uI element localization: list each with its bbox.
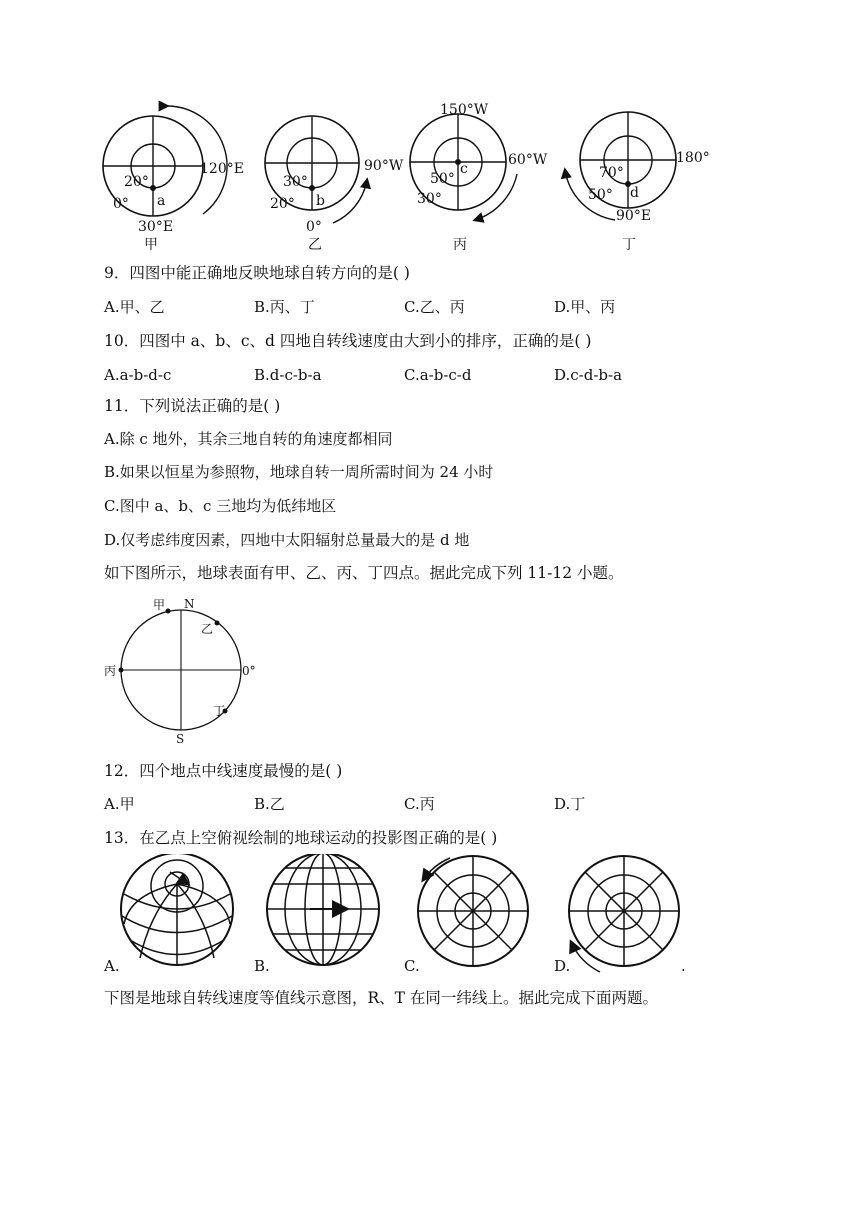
label-jia-name: 甲 <box>144 237 158 253</box>
label-point-c: c <box>460 161 468 177</box>
label-yi-90w: 90°W <box>364 158 404 174</box>
point-a-dot <box>150 185 156 191</box>
question-12: 12．四个地点中线速度最慢的是( ) <box>104 762 343 780</box>
q13-trailing-period: . <box>681 957 686 975</box>
q9-option-c[interactable]: C.乙、丙 <box>404 298 465 316</box>
q11-option-a[interactable]: A.除 c 地外，其余三地自转的角速度都相同 <box>104 430 393 448</box>
label-point-b: b <box>316 193 325 209</box>
label-point-a: a <box>157 193 166 209</box>
rotation-arrow-bing <box>475 174 517 220</box>
q9-option-b[interactable]: B.丙、丁 <box>254 298 315 316</box>
label-point-d: d <box>630 185 639 201</box>
label-point-bing: 丙 <box>104 664 117 678</box>
q9-option-a[interactable]: A.甲、乙 <box>104 298 165 316</box>
q11-option-d[interactable]: D.仅考虑纬度因素，四地中太阳辐射总量最大的是 d 地 <box>104 531 470 549</box>
projection-option-d <box>569 856 679 972</box>
q9-option-d[interactable]: D.甲、丙 <box>554 298 616 316</box>
q13-option-a[interactable]: A. <box>104 957 120 975</box>
q10-option-d[interactable]: D.c-d-b-a <box>554 366 623 384</box>
q12-option-b[interactable]: B.乙 <box>254 795 285 813</box>
figure-projection-options <box>110 854 750 979</box>
projection-options-svg <box>110 854 750 979</box>
label-equator-0: 0° <box>242 664 256 678</box>
polar-views-svg <box>95 98 735 258</box>
point-jia-dot <box>166 609 171 614</box>
label-ding-50: 50° <box>588 187 613 203</box>
question-10: 10．四图中 a、b、c、d 四地自转线速度由大到小的排序，正确的是( ) <box>104 332 592 350</box>
label-ding-90e: 90°E <box>616 208 652 224</box>
label-jia-120e: 120°E <box>200 161 244 177</box>
q11-option-b[interactable]: B.如果以恒星为参照物，地球自转一周所需时间为 24 小时 <box>104 463 494 481</box>
label-point-ding: 丁 <box>213 704 226 718</box>
label-bing-50: 50° <box>430 171 455 187</box>
q11-option-c[interactable]: C.图中 a、b、c 三地均为低纬地区 <box>104 497 337 515</box>
projection-option-c <box>418 856 528 966</box>
point-bing-dot <box>119 668 124 673</box>
q13-option-b[interactable]: B. <box>254 957 270 975</box>
figure-polar-views <box>95 98 735 258</box>
label-north: N <box>184 597 195 611</box>
projection-option-b <box>267 854 379 965</box>
question-11: 11．下列说法正确的是( ) <box>104 397 281 415</box>
q12-option-c[interactable]: C.丙 <box>404 795 435 813</box>
q10-option-b[interactable]: B.d-c-b-a <box>254 366 322 384</box>
label-yi-0: 0° <box>306 219 322 235</box>
label-ding-70: 70° <box>599 165 624 181</box>
label-jia-30e: 30°E <box>138 219 174 235</box>
label-point-yi: 乙 <box>201 622 214 636</box>
label-jia-20: 20° <box>124 174 149 190</box>
q13-option-d[interactable]: D. <box>554 957 571 975</box>
projection-option-a <box>121 854 233 965</box>
label-bing-60w: 60°W <box>508 152 548 168</box>
q10-option-a[interactable]: A.a-b-d-c <box>104 366 172 384</box>
label-point-jia: 甲 <box>153 598 166 612</box>
intro-figure-3: 下图是地球自转线速度等值线示意图，R、T 在同一纬线上。据此完成下面两题。 <box>104 989 658 1007</box>
label-yi-name: 乙 <box>308 237 322 253</box>
label-bing-150w: 150°W <box>440 102 489 118</box>
label-bing-name: 丙 <box>453 237 467 253</box>
q12-option-d[interactable]: D.丁 <box>554 795 586 813</box>
q13-option-c[interactable]: C. <box>404 957 420 975</box>
label-bing-30: 30° <box>417 191 442 207</box>
question-9: 9．四图中能正确地反映地球自转方向的是( ) <box>104 264 410 282</box>
label-ding-name: 丁 <box>622 237 636 253</box>
q10-option-c[interactable]: C.a-b-c-d <box>404 366 472 384</box>
point-b-dot <box>309 185 315 191</box>
q12-option-a[interactable]: A.甲 <box>104 795 135 813</box>
label-ding-180: 180° <box>676 150 710 166</box>
question-13: 13．在乙点上空俯视绘制的地球运动的投影图正确的是( ) <box>104 829 498 847</box>
label-yi-30: 30° <box>283 174 308 190</box>
label-south: S <box>176 732 185 746</box>
point-yi-dot <box>215 621 220 626</box>
intro-figure-2: 如下图所示，地球表面有甲、乙、丙、丁四点。据此完成下列 11-12 小题。 <box>104 564 624 582</box>
label-yi-20: 20° <box>270 196 295 212</box>
label-jia-0: 0° <box>113 196 129 212</box>
